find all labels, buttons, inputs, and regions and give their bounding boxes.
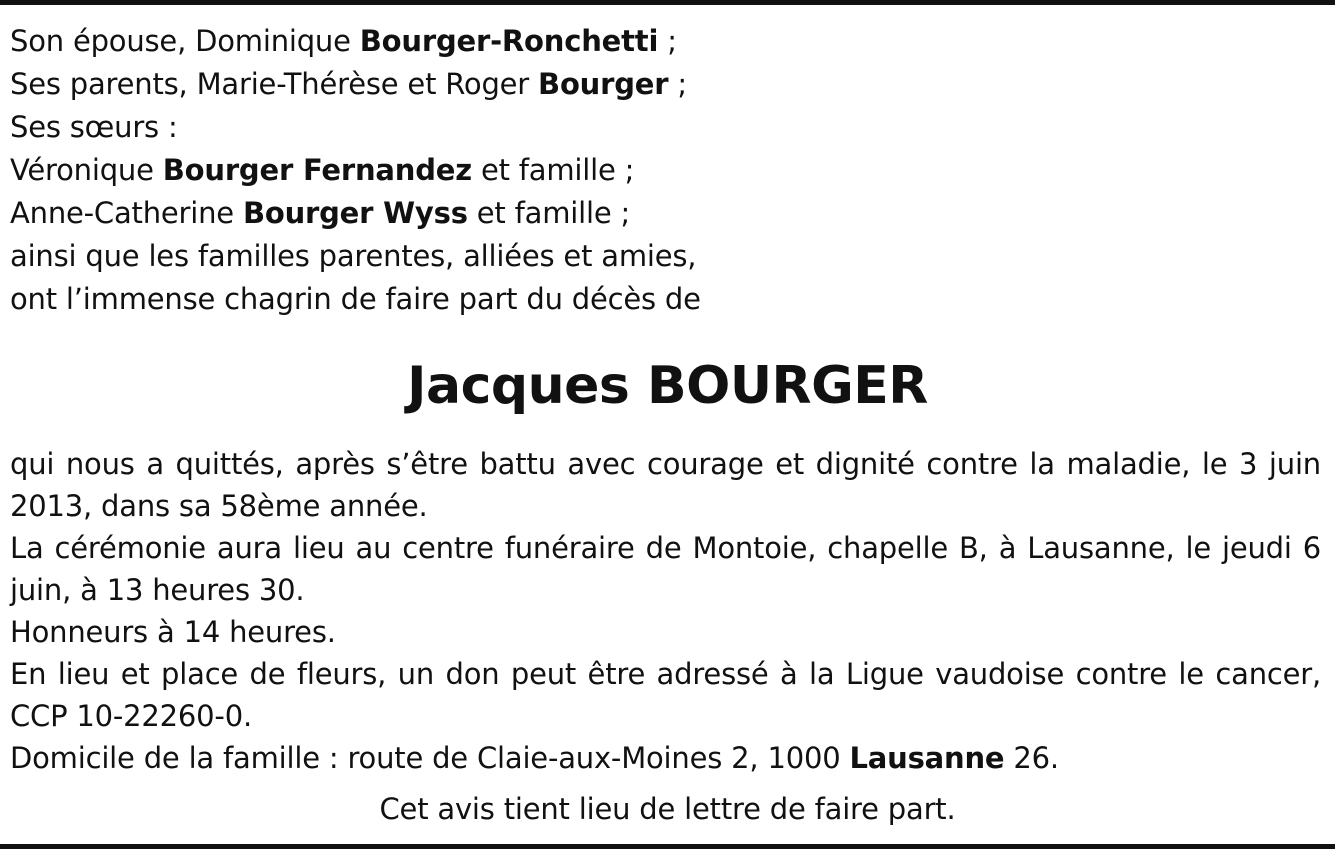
intro-line-sister-1-prefix: Véronique <box>10 153 163 187</box>
intro-line-sister-2-suffix: et famille ; <box>467 196 631 230</box>
intro-line-sisters: Ses sœurs : <box>10 110 178 144</box>
intro-line-parents-suffix: ; <box>668 67 687 101</box>
domicile-city: Lausanne <box>849 741 1005 775</box>
family-announcement <box>10 20 1310 321</box>
intro-line-sister-1-suffix: et famille ; <box>471 153 635 187</box>
spouse-name: Bourger-Ronchetti <box>359 24 659 58</box>
top-border-rule <box>0 0 1335 5</box>
domicile-suffix: 26. <box>1004 741 1059 775</box>
sister-2-surname: Bourger Wyss <box>242 196 468 230</box>
paragraph-passing: qui nous a quittés, après s’être battu avec courage et dignité contre la maladie, le 3 juin 2013, dans sa 58ème année. <box>10 447 1321 523</box>
paragraph-honours: Honneurs à 14 heures. <box>10 615 336 649</box>
parents-surname: Bourger <box>538 67 669 101</box>
intro-line-announcement: ont l’immense chagrin de faire part du décès de <box>10 282 701 316</box>
intro-line-families: ainsi que les familles parentes, alliées et amies, <box>10 239 697 273</box>
paragraph-domicile <box>10 737 1321 779</box>
notice-body <box>10 443 1321 779</box>
intro-line-parents <box>10 63 1310 106</box>
intro-line-sister-1 <box>10 149 1310 192</box>
domicile-prefix: Domicile de la famille : route de Claie-aux-Moines 2, 1000 <box>10 741 850 775</box>
deceased-name: Jacques BOURGER <box>407 356 928 416</box>
bottom-border-rule <box>0 844 1335 849</box>
paragraph-donation: En lieu et place de fleurs, un don peut être adressé à la Ligue vaudoise contre le cancer, CCP 10-22260-0. <box>10 657 1321 733</box>
closing-note: Cet avis tient lieu de lettre de faire part. <box>379 792 956 826</box>
intro-line-sister-2-prefix: Anne-Catherine <box>10 196 243 230</box>
sister-1-surname: Bourger Fernandez <box>162 153 472 187</box>
intro-line-spouse <box>10 20 1310 63</box>
paragraph-ceremony: La cérémonie aura lieu au centre funéraire de Montoie, chapelle B, à Lausanne, le jeudi 6 juin, à 13 heures 30. <box>10 531 1321 607</box>
intro-line-parents-prefix: Ses parents, Marie-Thérèse et Roger <box>10 67 539 101</box>
intro-line-spouse-prefix: Son épouse, Dominique <box>10 24 360 58</box>
intro-line-spouse-suffix: ; <box>658 24 677 58</box>
intro-line-sister-2 <box>10 192 1310 235</box>
